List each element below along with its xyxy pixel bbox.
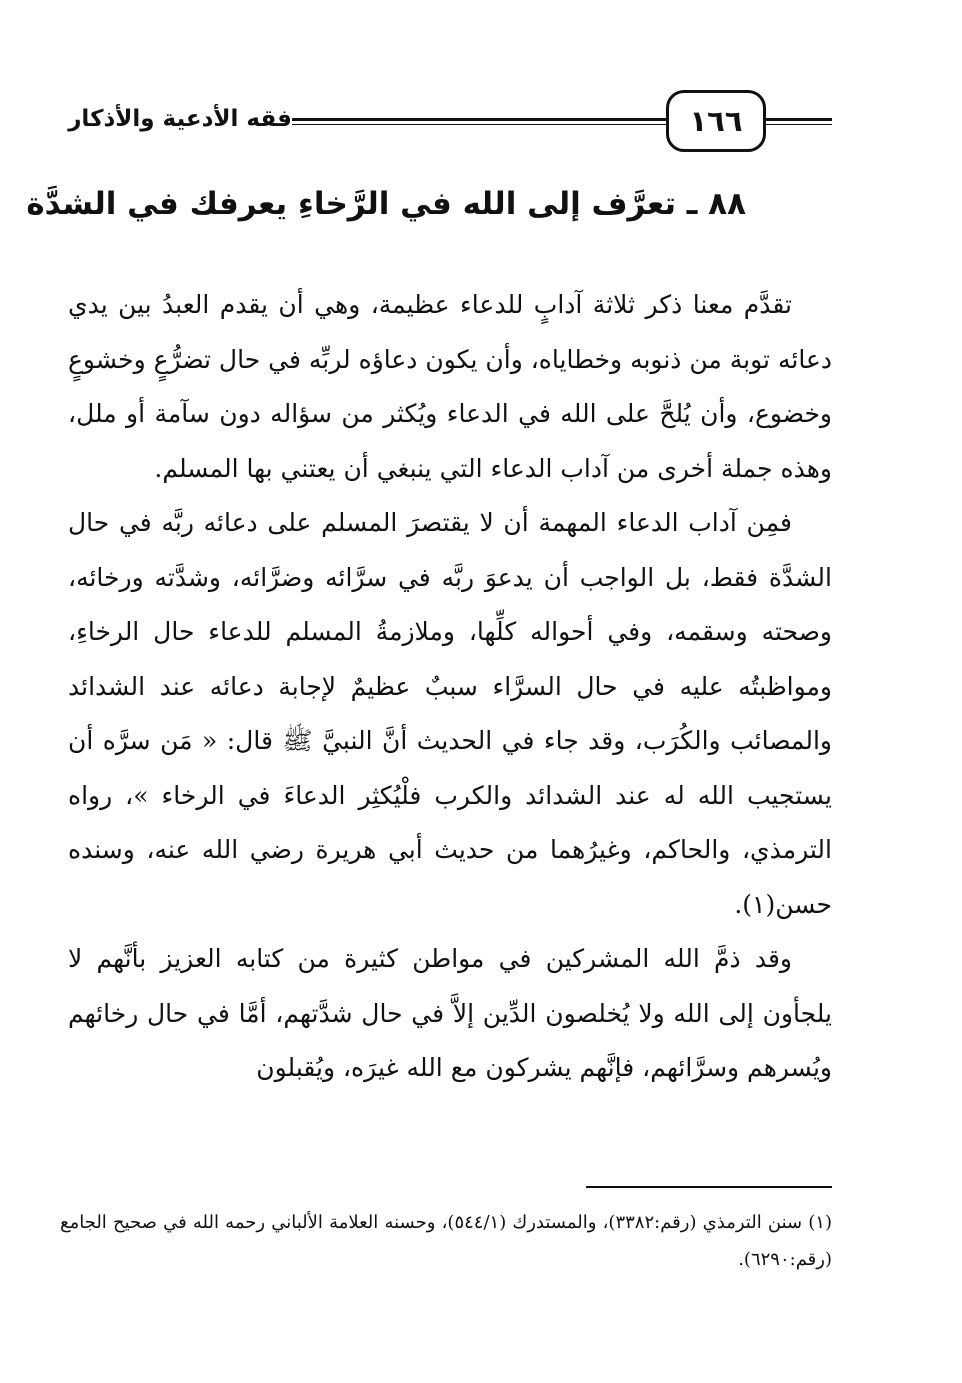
footnote-divider: [586, 1186, 832, 1188]
paragraph: وقد ذمَّ الله المشركين في مواطن كثيرة من كتابه العزيز بأنَّهم لا يلجأون إلى الله ولا يُخلصون الدِّين إلاَّ في حال شدَّتهم، أمَّا في حال رخائهم ويُسرهم وسرَّائهم، فإنَّهم يشركون مع الله غيرَه، ويُقبلون: [68, 944, 832, 1082]
page-header: [66, 88, 832, 154]
paragraph: فمِن آداب الدعاء المهمة أن لا يقتصرَ المسلم على دعائه ربَّه في حال الشدَّة فقط، بل الواجب أن يدعوَ ربَّه في سرَّائه وضرَّائه، وشدَّته ورخائه، وصحته وسقمه، وفي أحواله كلِّها، وملازمةُ المسلم للدعاء حال الرخاءِ، ومواظبتُه عليه في حال السرَّاء سببٌ عظيمٌ لإجابة دعائه عند الشدائد والمصائب والكُرَب، وقد جاء في الحديث أنَّ النبيَّ ﷺ قال: « مَن سرَّه أن يستجيب الله له عند الشدائد والكرب فلْيُكثِر الدعاءَ في الرخاء »، رواه الترمذي، والحاكم، وغيرُهما من حديث أبي هريرة رضي الله عنه، وسنده حسن(١).: [68, 508, 833, 919]
book-title: فقه الأدعية والأذكار: [66, 106, 292, 132]
main-text: [68, 278, 832, 1096]
chapter-title: ٨٨ ـ تعرَّف إلى الله في الرَّخاءِ يعرفك في الشدَّة: [26, 186, 746, 222]
paragraph: تقدَّم معنا ذكر ثلاثة آدابٍ للدعاء عظيمة، وهي أن يقدم العبدُ بين يدي دعائه توبة من ذنوبه وخطاياه، وأن يكون دعاؤه لربِّه في حال تضرُّعٍ وخشوعٍ وخضوع، وأن يُلحَّ على الله في الدعاء ويُكثر من سؤاله دون سآمة أو ملل، وهذه جملة أخرى من آداب الدعاء التي ينبغي أن يعتني بها المسلم.: [68, 290, 832, 483]
page-number: ١٦٦: [666, 90, 766, 152]
footnote: (١) سنن الترمذي (رقم:٣٣٨٢)، والمستدرك (٥٤٤/١)، وحسنه العلامة الألباني رحمه الله في صحيح الجامع (رقم:٦٢٩٠).: [60, 1212, 832, 1270]
